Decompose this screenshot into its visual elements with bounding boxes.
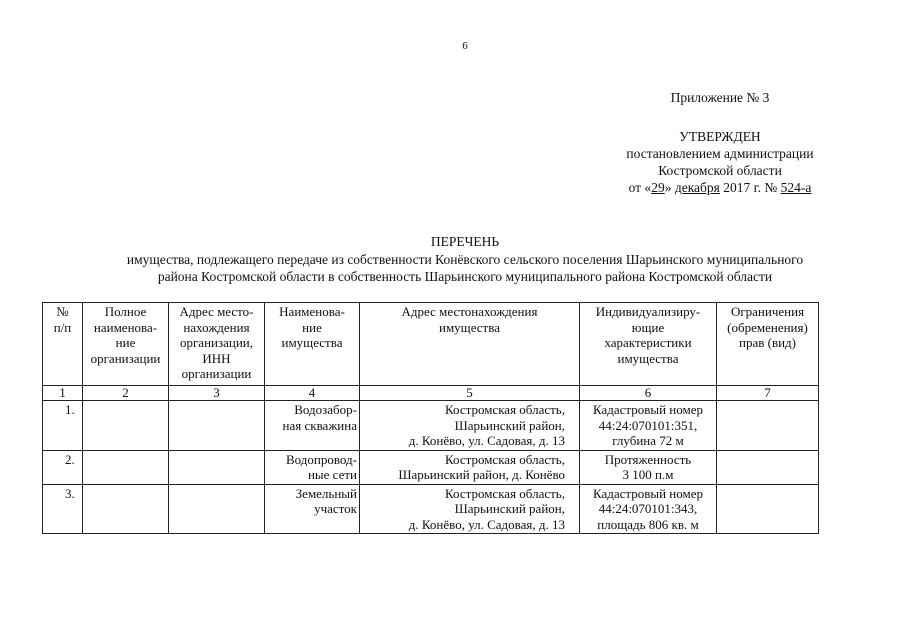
cell-line: ные сети <box>307 467 357 482</box>
cell-line: участок <box>314 501 357 516</box>
row-number: 2. <box>43 450 83 484</box>
cell-line: организации, <box>179 335 254 350</box>
cell-line: имущества <box>439 319 500 335</box>
approval-line-2: Костромской области <box>658 163 782 178</box>
cell-line: № <box>56 304 69 319</box>
cell-line: п/п <box>53 319 72 335</box>
organization-address-cell <box>169 450 265 484</box>
document-subtitle <box>60 251 870 285</box>
organization-address-cell <box>169 484 265 534</box>
table-header-row <box>43 303 819 386</box>
cell-line: наименова- <box>93 319 158 335</box>
column-number: 2 <box>83 386 169 401</box>
cell-line: 44:24:070101:343, <box>598 501 698 516</box>
subtitle-line-1: имущества, подлежащего передаче из собственности Конёвского сельского поселения Шарьинского муниципального <box>126 252 804 267</box>
approval-block <box>600 128 840 196</box>
property-name-cell <box>265 484 360 534</box>
cell-line: Водозабор- <box>294 402 357 417</box>
subtitle-line-2: района Костромской области в собственность Шарьинского муниципального района Костромской области <box>157 269 773 284</box>
organization-address-cell <box>169 401 265 451</box>
header-cell <box>169 303 265 386</box>
table-row <box>43 484 819 534</box>
restrictions-cell <box>717 450 819 484</box>
organization-name-cell <box>83 401 169 451</box>
cell-line: Наименова- <box>279 304 345 319</box>
cell-line: Адрес место- <box>179 304 254 319</box>
document-title: ПЕРЕЧЕНЬ <box>430 234 500 249</box>
header-cell <box>43 303 83 386</box>
cell-line: Шарьинский район, <box>454 417 565 433</box>
organization-name-cell <box>83 450 169 484</box>
header-cell <box>83 303 169 386</box>
header-cell <box>360 303 580 386</box>
cell-line: (обременения) <box>727 319 808 335</box>
property-table <box>42 302 819 534</box>
cell-line: нахождения <box>183 319 250 335</box>
property-characteristics-cell <box>580 484 717 534</box>
cell-line: организации <box>181 366 252 381</box>
property-address-cell <box>360 450 580 484</box>
property-address-cell <box>360 401 580 451</box>
cell-line: Земельный <box>295 485 357 501</box>
column-number: 6 <box>580 386 717 401</box>
cell-line: 44:24:070101:351, <box>598 417 698 433</box>
table-row <box>43 401 819 451</box>
cell-line: Водопровод- <box>286 451 357 467</box>
row-number: 3. <box>43 484 83 534</box>
cell-line: Полное <box>104 304 147 319</box>
property-characteristics-cell <box>580 401 717 451</box>
cell-line: глубина 72 м <box>612 433 684 448</box>
cell-line: д. Конёво, ул. Садовая, д. 13 <box>408 516 565 532</box>
cell-line: 3 100 п.м <box>622 467 674 482</box>
cell-line: д. Конёво, ул. Садовая, д. 13 <box>408 433 565 448</box>
cell-line: Костромская область, <box>444 485 565 501</box>
cell-line: ИНН <box>202 350 231 366</box>
cell-line: Кадастровый номер <box>592 485 704 501</box>
header-cell <box>265 303 360 386</box>
table-row <box>43 450 819 484</box>
cell-line: характеристики <box>604 335 692 350</box>
approval-month: декабря <box>674 180 720 195</box>
header-cell <box>580 303 717 386</box>
cell-line: Шарьинский район, д. Конёво <box>398 467 565 482</box>
cell-line: имущества <box>617 350 679 366</box>
property-name-cell <box>265 401 360 451</box>
approval-date-mid: » <box>664 180 675 195</box>
approval-date-line <box>600 179 840 196</box>
cell-line: организации <box>90 350 161 366</box>
cell-line: Кадастровый номер <box>592 402 704 417</box>
column-number: 4 <box>265 386 360 401</box>
cell-line: Ограничения <box>730 304 805 319</box>
cell-line: ющие <box>631 319 665 335</box>
column-number: 7 <box>717 386 819 401</box>
cell-line: ние <box>115 335 136 350</box>
cell-line: ние <box>302 319 322 335</box>
property-address-cell <box>360 484 580 534</box>
header-cell <box>717 303 819 386</box>
approval-number: 524-а <box>780 180 812 195</box>
cell-line: площадь 806 кв. м <box>597 516 699 532</box>
cell-line: Костромская область, <box>444 451 565 467</box>
organization-name-cell <box>83 484 169 534</box>
column-number-row <box>43 386 819 401</box>
restrictions-cell <box>717 401 819 451</box>
property-name-cell <box>265 450 360 484</box>
approval-line-1: постановлением администрации <box>626 146 814 161</box>
cell-line: Адрес местонахождения <box>401 304 538 319</box>
approval-heading: УТВЕРЖДЕН <box>679 129 761 144</box>
annex-label: Приложение № 3 <box>670 90 770 105</box>
restrictions-cell <box>717 484 819 534</box>
approval-day: 29 <box>651 180 665 195</box>
cell-line: имущества <box>281 335 343 350</box>
cell-line: прав (вид) <box>739 335 796 350</box>
cell-line: Индивидуализиру- <box>595 304 701 319</box>
property-characteristics-cell <box>580 450 717 484</box>
column-number: 5 <box>360 386 580 401</box>
approval-date-prefix: от « <box>628 180 652 195</box>
cell-line: Шарьинский район, <box>454 501 565 516</box>
column-number: 3 <box>169 386 265 401</box>
cell-line: Протяженность <box>604 451 692 467</box>
approval-year: 2017 г. № <box>719 180 781 195</box>
page-number: 6 <box>462 40 468 52</box>
row-number: 1. <box>43 401 83 451</box>
column-number: 1 <box>43 386 83 401</box>
cell-line: ная скважина <box>282 417 357 433</box>
cell-line: Костромская область, <box>444 402 565 417</box>
